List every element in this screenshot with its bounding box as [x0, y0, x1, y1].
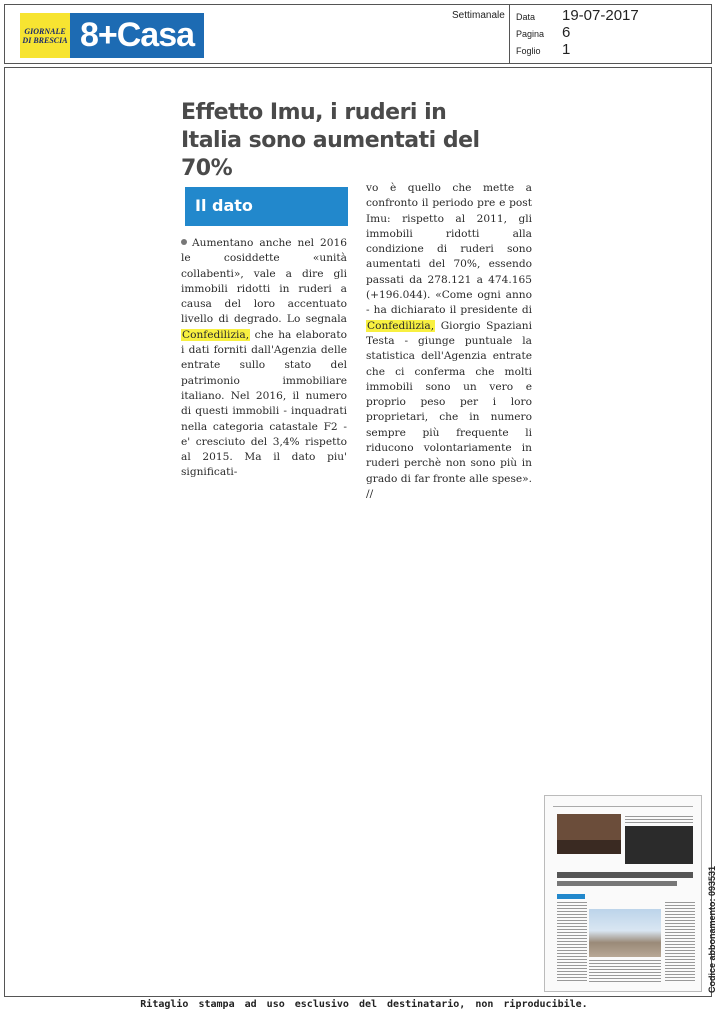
article-headline: Effetto Imu, i ruderi in Italia sono aumentati del 70% [181, 100, 480, 181]
thumb-text-col-1 [557, 902, 587, 982]
thumb-photo-1-caption [557, 840, 621, 854]
logo-mid-text: DI BRESCIA [22, 35, 68, 45]
page-thumbnail [544, 795, 702, 992]
thumb-blue-tag [557, 894, 585, 899]
meta-page-value: 6 [562, 24, 571, 41]
thumb-headline-bar-2 [557, 881, 677, 886]
subscription-code: Codice abbonamento: 093531 [707, 865, 717, 993]
meta-date-value: 19-07-2017 [562, 7, 639, 24]
thumb-text-col-3 [665, 902, 695, 982]
publication-type: Settimanale [452, 10, 505, 21]
thumb-dark-block [625, 826, 693, 864]
bullet-icon [181, 239, 187, 245]
meta-page [516, 24, 570, 41]
thumb-title-lines [625, 816, 693, 824]
thumb-headline-bar [557, 872, 693, 878]
meta-sheet [516, 41, 570, 58]
thumb-rule [553, 806, 693, 807]
thumb-text-col-2 [589, 960, 661, 984]
section-label: Il dato [195, 196, 253, 215]
meta-sheet-label: Foglio [516, 46, 541, 56]
logo-main-text: 8+Casa [79, 16, 195, 54]
article-column-1 [181, 236, 347, 481]
giornale-di-brescia-logo [20, 13, 70, 58]
col1-text-a: Aumentano anche nel 2016 le cosiddette «unità collabenti», vale a dire gli immobili ridotti in ruderi a causa del loro accentuato livello di degrado. Lo segnala [181, 237, 347, 326]
footer-notice: Ritaglio stampa ad uso esclusivo del destinatario, non riproducibile. [140, 999, 588, 1010]
section-label-bar [181, 187, 348, 226]
col2-text-b: Giorgio Spaziani Testa - giunge puntuale la statistica dell'Agenzia entrate che ci conferma che molti immobili sono un vero e proprio peso per i loro proprietari, che in numero sempre più frequente li riducono volontariamente in ruderi perchè non sono più in grado di far fronte alle spese». // [366, 319, 533, 500]
article-column-2 [366, 181, 532, 502]
meta-date-label: Data [516, 12, 536, 22]
col2-text-a: vo è quello che mette a confronto il periodo pre e post Imu: rispetto al 2011, gli immobili ridotti alla condizione di ruderi sono aumentati del 70%, essendo passati da 278.121 a 474.165 (+196.044). «Come ogni anno - ha dichiarato il presidente di [366, 182, 532, 317]
meta-page-label: Pagina [516, 29, 545, 39]
thumb-city-photo [589, 909, 661, 957]
logo-top-text: GIORNALE [24, 26, 66, 36]
meta-sheet-value: 1 [562, 41, 571, 58]
highlight-confedilizia-2: Confedilizia, [367, 319, 435, 332]
col1-text-b: che ha elaborato i dati forniti dall'Agenzia delle entrate sullo stato del patrimonio immobiliare italiano. Nel 2016, il numero di questi immobili - inquadrati nella categoria catastale F2 - e' cresciuto del 3,4% rispetto al 2015. Ma il dato piu' significati- [181, 328, 347, 479]
highlight-confedilizia-1: Confedilizia, [182, 328, 250, 341]
casa-logo [70, 13, 204, 58]
meta-date [516, 7, 639, 24]
